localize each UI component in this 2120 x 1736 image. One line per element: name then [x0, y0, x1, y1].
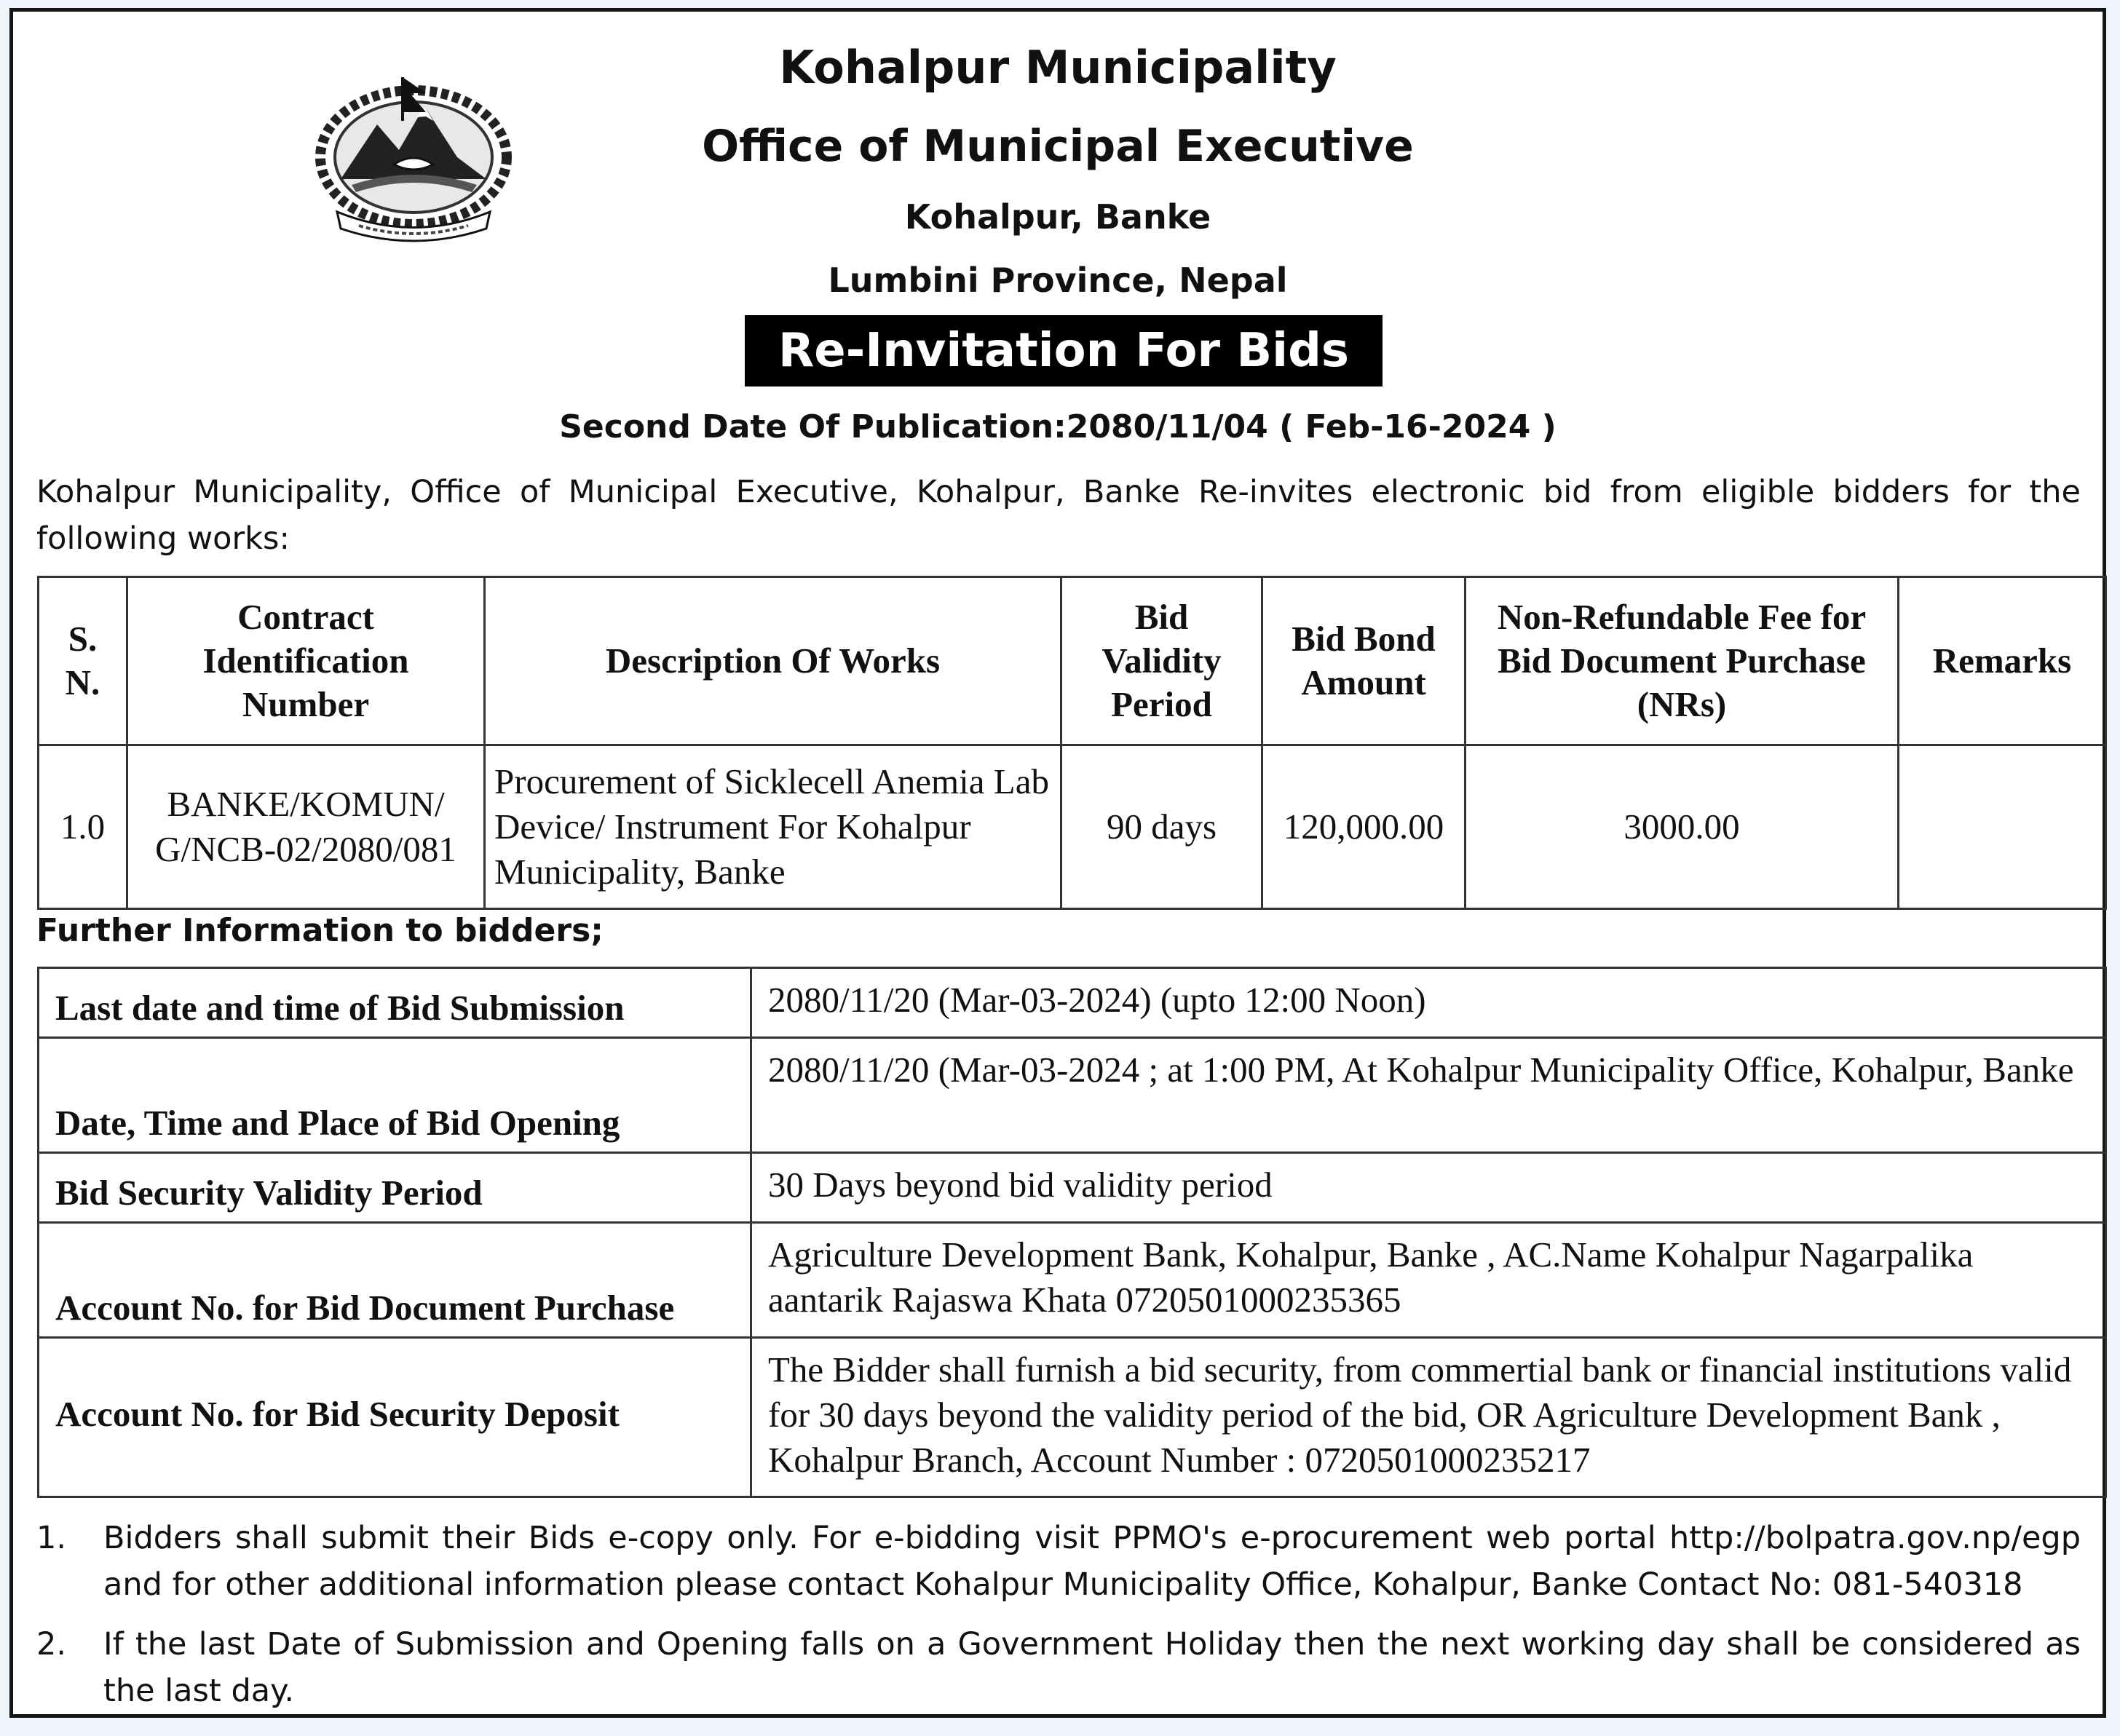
table-row: [39, 1038, 2106, 1153]
table-row: [39, 968, 2106, 1038]
info-value-opening: 2080/11/20 (Mar-03-2024 ; at 1:00 PM, At Kohalpur Municipality Office, Kohalpur, Banke: [751, 1038, 2106, 1153]
note-text: If the last Date of Submission and Opening falls on a Government Holiday then the next working day shall be considered as the last day.: [103, 1626, 2081, 1709]
cell-validity: 90 days: [1061, 745, 1262, 909]
table-row: [39, 745, 2106, 909]
cell-fee: 3000.00: [1466, 745, 1899, 909]
works-table-header-row: [39, 577, 2106, 745]
info-label-security-validity: Bid Security Validity Period: [39, 1153, 751, 1223]
further-info-table: [37, 967, 2107, 1498]
info-label-security-account: Account No. for Bid Security Deposit: [39, 1338, 751, 1497]
cell-contract-id: BANKE/KOMUN/ G/NCB-02/2080/081: [127, 745, 485, 909]
municipality-name: Kohalpur Municipality: [779, 41, 1337, 94]
info-value-security-validity: 30 Days beyond bid validity period: [751, 1153, 2106, 1223]
cell-description: Procurement of Sicklecell Anemia Lab Device/ Instrument For Kohalpur Municipality, Banke: [485, 745, 1061, 909]
notes-list: [36, 1515, 2081, 1727]
header-bond: Bid Bond Amount: [1262, 577, 1466, 745]
further-info-title: Further Information to bidders;: [36, 912, 604, 949]
table-row: [39, 1153, 2106, 1223]
info-label-submission: Last date and time of Bid Submission: [39, 968, 751, 1038]
cell-remarks: [1899, 745, 2106, 909]
notice-banner: Re-Invitation For Bids: [745, 315, 1383, 387]
note-text: Bidders shall submit their Bids e-copy only. For e-bidding visit PPMO's e-procurement web portal http://bolpatra.gov.np/egp and for other additional information please contact Kohalpur Municipality Office, Kohalpur, Banke Contact No: 081-540318: [103, 1520, 2081, 1603]
header-sn: S. N.: [39, 577, 127, 745]
works-table: [37, 576, 2107, 910]
office-province: Lumbini Province, Nepal: [828, 261, 1288, 300]
header-fee: Non-Refundable Fee for Bid Document Purchase (NRs): [1466, 577, 1899, 745]
header-remarks: Remarks: [1899, 577, 2106, 745]
info-value-security-account: The Bidder shall furnish a bid security, from commertial bank or financial institutions valid for 30 days beyond the validity period of the bid, OR Agriculture Development Bank , Kohalpur Branch, Account Number : 0720501000235217: [751, 1338, 2106, 1497]
info-value-document-account: Agriculture Development Bank, Kohalpur, Banke , AC.Name Kohalpur Nagarpalika aantarik Rajaswa Khata 0720501000235365: [751, 1223, 2106, 1338]
note-number: 1.: [36, 1520, 67, 1556]
list-item: [36, 1515, 2081, 1608]
header-validity: Bid Validity Period: [1061, 577, 1262, 745]
list-item: [36, 1621, 2081, 1714]
publication-date: Second Date Of Publication:2080/11/04 ( Feb-16-2024 ): [559, 408, 1557, 445]
notice-sheet: [9, 8, 2106, 1718]
table-row: [39, 1338, 2106, 1497]
office-name: Office of Municipal Executive: [702, 121, 1414, 172]
cell-bond: 120,000.00: [1262, 745, 1466, 909]
info-label-document-account: Account No. for Bid Document Purchase: [39, 1223, 751, 1338]
table-row: [39, 1223, 2106, 1338]
intro-paragraph: Kohalpur Municipality, Office of Municipal Executive, Kohalpur, Banke Re-invites electronic bid from eligible bidders for the following works:: [36, 474, 2081, 557]
note-number: 2.: [36, 1626, 67, 1662]
info-value-submission: 2080/11/20 (Mar-03-2024) (upto 12:00 Noon): [751, 968, 2106, 1038]
office-location: Kohalpur, Banke: [904, 197, 1211, 237]
cell-sn: 1.0: [39, 745, 127, 909]
header-contract-id: Contract Identification Number: [127, 577, 485, 745]
info-label-opening: Date, Time and Place of Bid Opening: [39, 1038, 751, 1153]
header-description: Description Of Works: [485, 577, 1061, 745]
